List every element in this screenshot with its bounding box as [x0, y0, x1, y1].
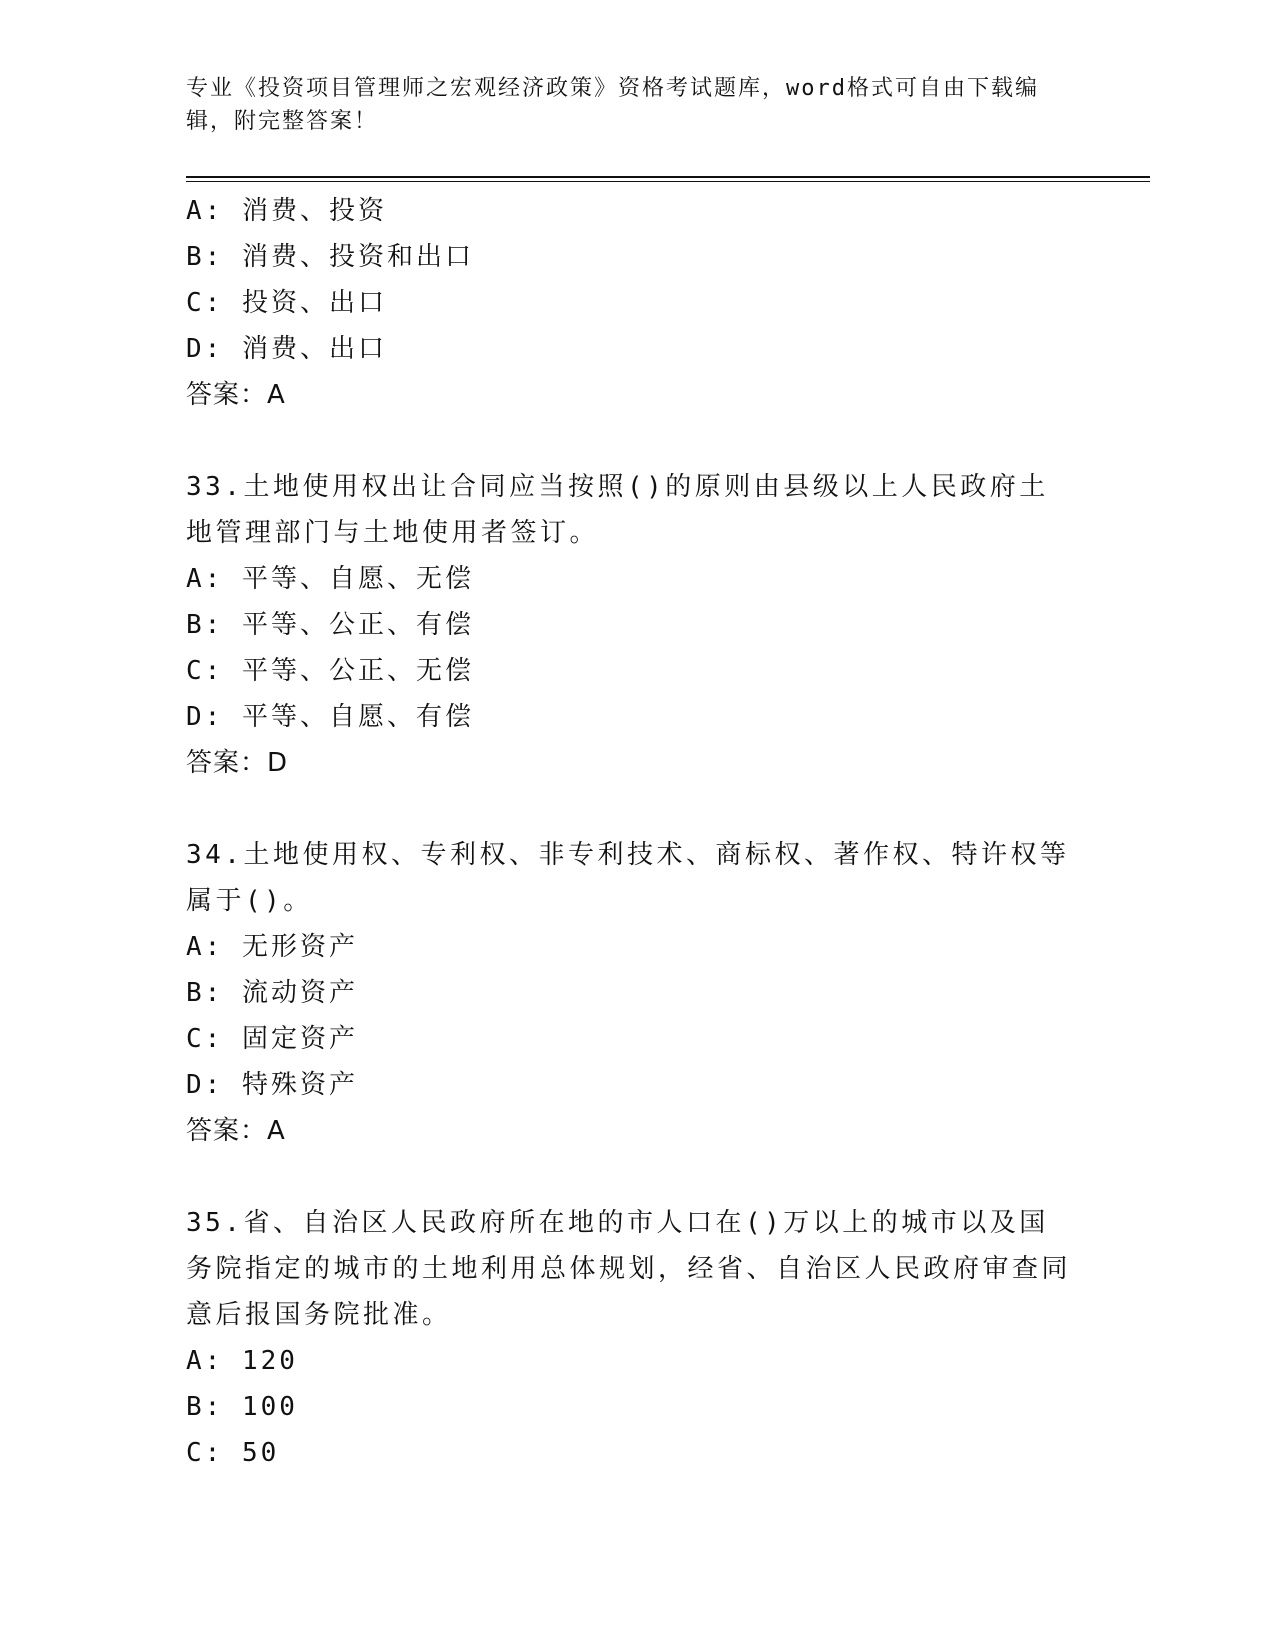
option-c: C: 固定资产	[186, 1024, 358, 1054]
header-rule-thick	[186, 176, 1150, 178]
header-rule-thin	[186, 181, 1150, 182]
option-a: A: 120	[186, 1346, 298, 1376]
option-b: B: 100	[186, 1392, 298, 1422]
document-header: 专业《投资项目管理师之宏观经济政策》资格考试题库，word格式可自由下载编辑，附完整答案！	[186, 76, 1039, 134]
option-b: B: 消费、投资和出口	[186, 242, 474, 272]
question-stem: 35.省、自治区人民政府所在地的市人口在()万以上的城市以及国务院指定的城市的土地利用总体规划，经省、自治区人民政府审查同意后报国务院批准。	[186, 1208, 1072, 1330]
option-a: A: 无形资产	[186, 932, 358, 962]
question-stem: 34.土地使用权、专利权、非专利技术、商标权、著作权、特许权等属于()。	[186, 840, 1070, 916]
option-a: A: 消费、投资	[186, 196, 387, 226]
answer-line: 答案：A	[186, 380, 286, 410]
answer-line: 答案：A	[186, 1116, 286, 1146]
question-content	[186, 188, 1086, 1476]
option-a: A: 平等、自愿、无偿	[186, 564, 474, 594]
question-34	[186, 832, 1086, 1154]
answer-line: 答案：D	[186, 748, 289, 778]
question-35	[186, 1200, 1086, 1476]
option-d: D: 消费、出口	[186, 334, 387, 364]
option-c: C: 50	[186, 1438, 280, 1468]
question-stem: 33.土地使用权出让合同应当按照()的原则由县级以上人民政府土地管理部门与土地使用者签订。	[186, 472, 1049, 548]
option-d: D: 特殊资产	[186, 1070, 358, 1100]
option-d: D: 平等、自愿、有偿	[186, 702, 474, 732]
option-b: B: 平等、公正、有偿	[186, 610, 474, 640]
option-c: C: 平等、公正、无偿	[186, 656, 474, 686]
option-b: B: 流动资产	[186, 978, 358, 1008]
option-c: C: 投资、出口	[186, 288, 387, 318]
question-33	[186, 464, 1086, 786]
previous-question-block	[186, 188, 1086, 418]
